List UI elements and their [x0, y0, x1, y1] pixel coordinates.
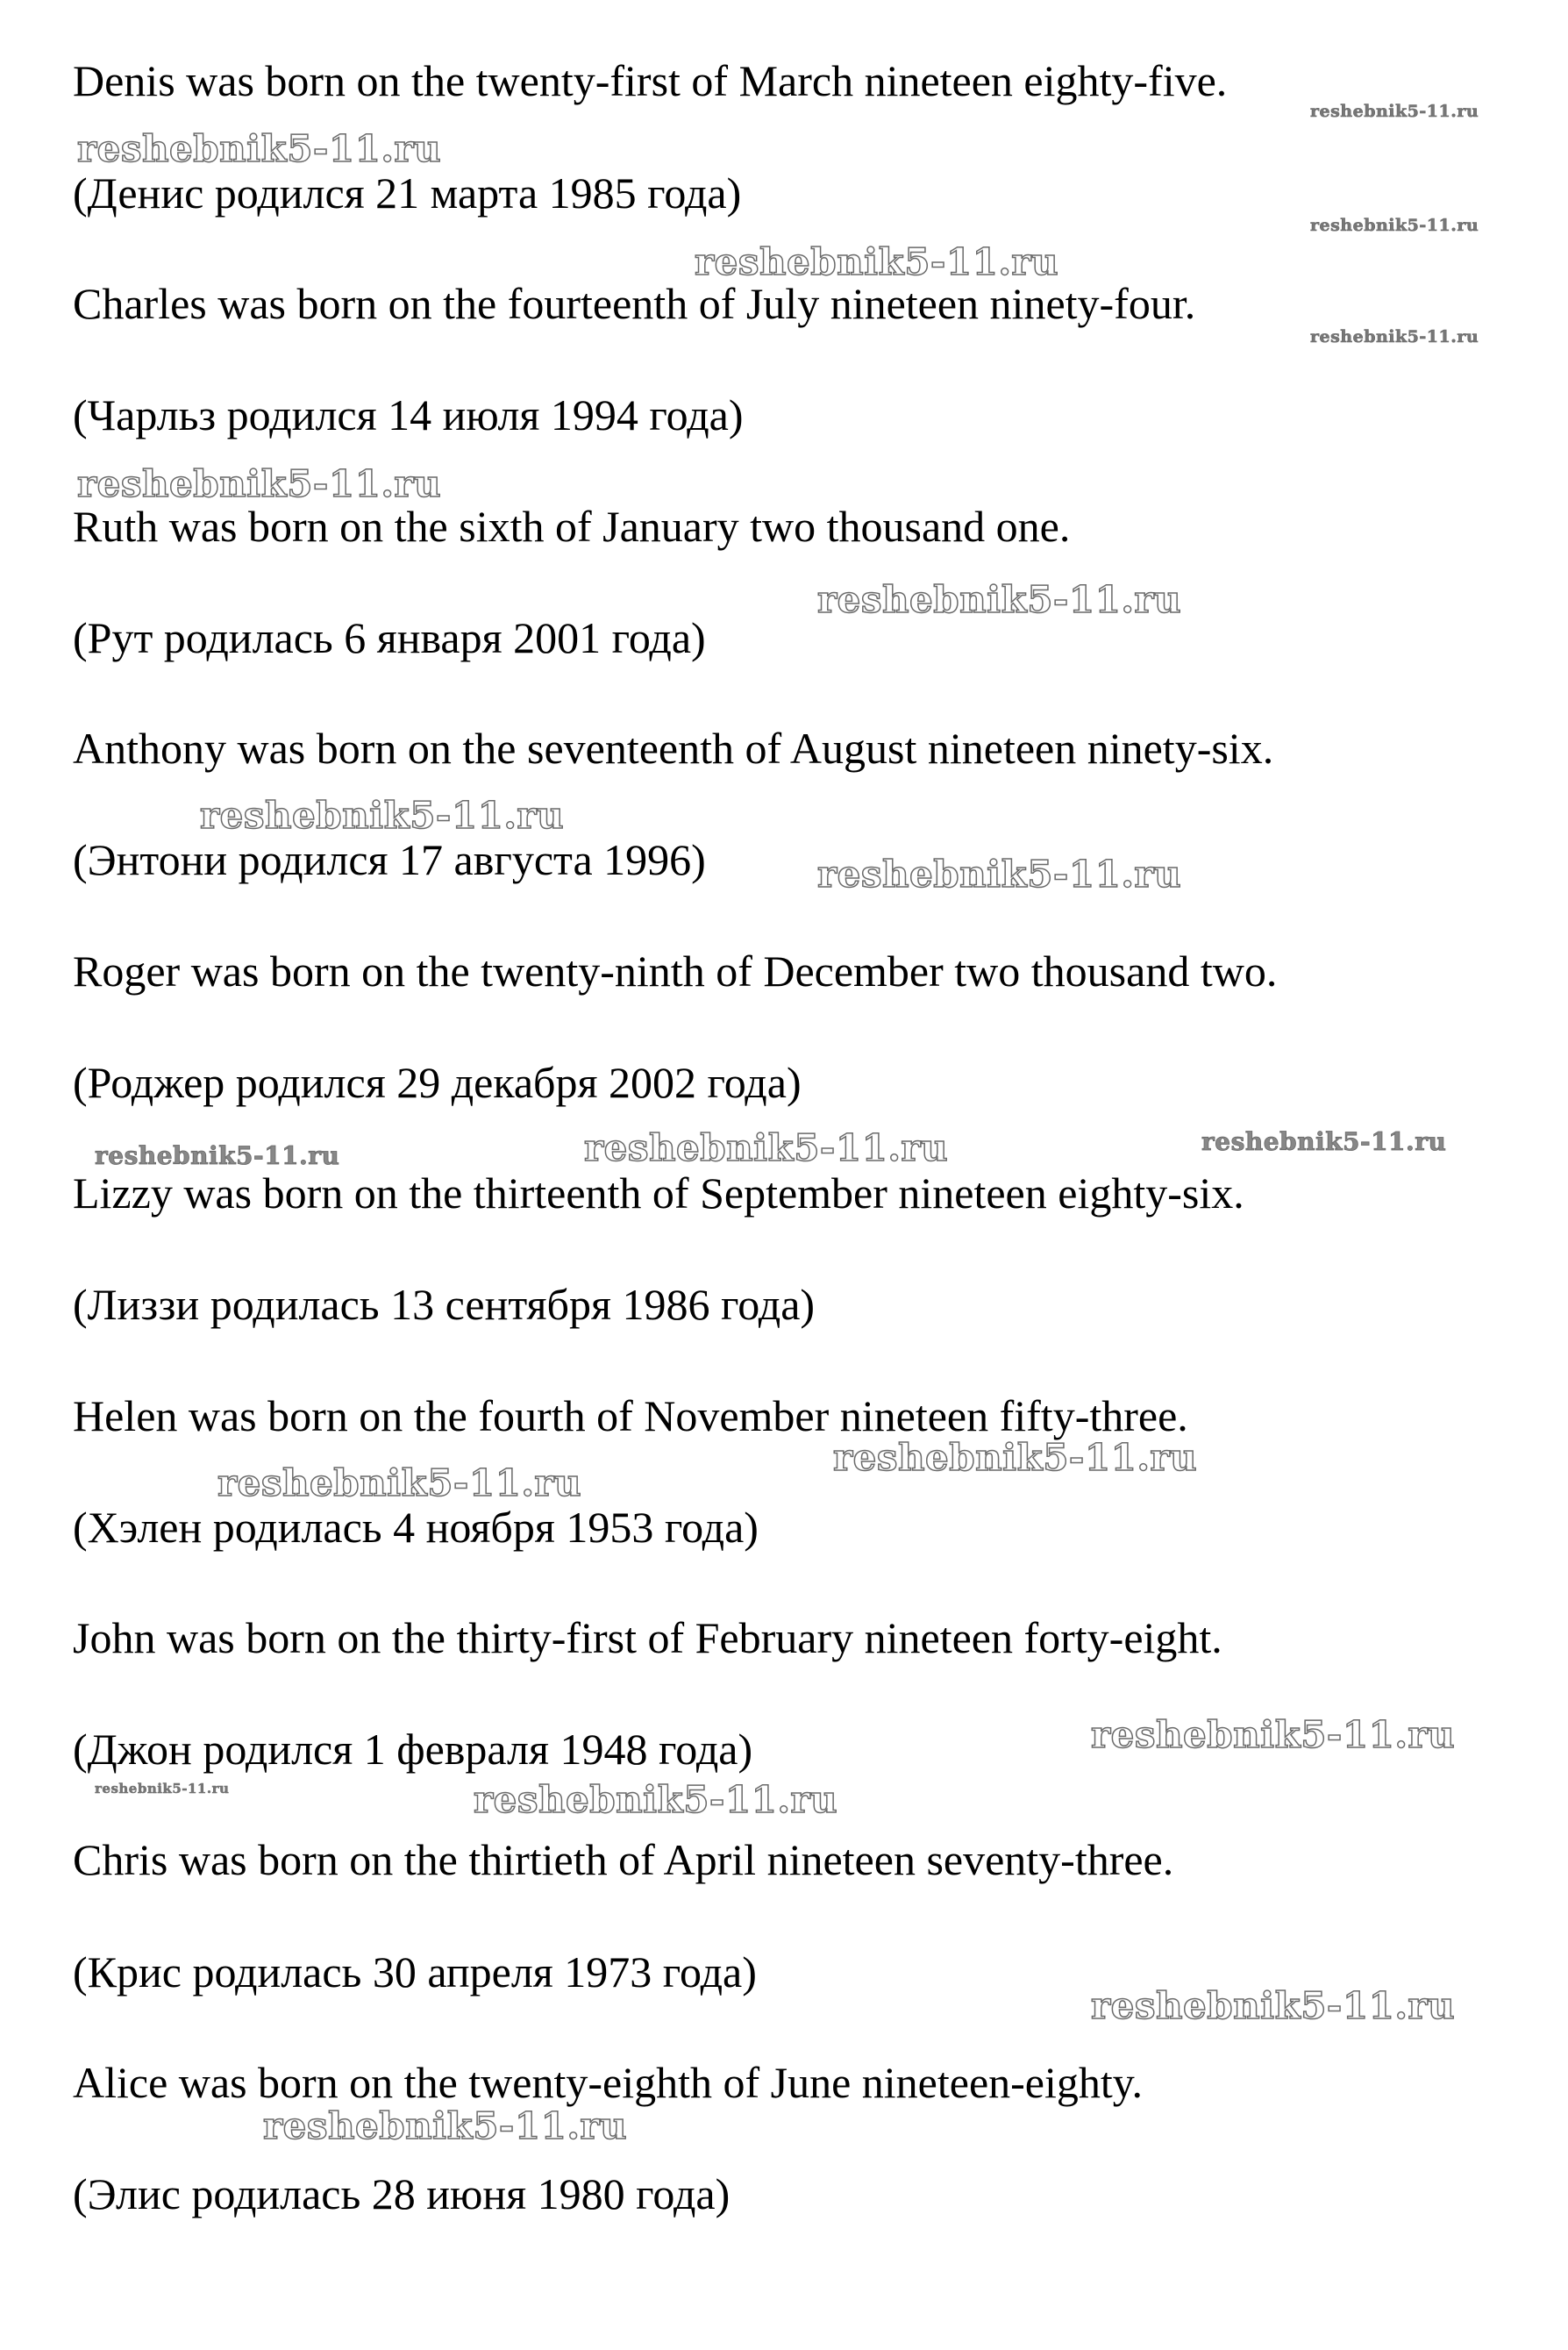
entry-2-russian: (Чарльз родился 14 июля 1994 года): [73, 390, 744, 439]
watermark: reshebnik5-11.ru: [1310, 216, 1479, 235]
watermark: reshebnik5-11.ru: [1091, 1713, 1456, 1756]
entry-8-russian: (Джон родился 1 февраля 1948 года): [73, 1725, 753, 1774]
watermark: reshebnik5-11.ru: [1201, 1127, 1447, 1156]
entry-4-english: Anthony was born on the seventeenth of August nineteen ninety-six.: [73, 724, 1274, 773]
entry-4-russian: (Энтони родился 17 августа 1996): [73, 835, 706, 884]
entry-6-english: Lizzy was born on the thirteenth of September nineteen eighty-six.: [73, 1168, 1244, 1218]
watermark: reshebnik5-11.ru: [95, 1781, 230, 1796]
entry-6-russian: (Лиззи родилась 13 сентября 1986 года): [73, 1280, 816, 1329]
entry-3-russian: (Рут родилась 6 января 2001 года): [73, 613, 706, 662]
watermark: reshebnik5-11.ru: [200, 794, 565, 837]
watermark: reshebnik5-11.ru: [1091, 1984, 1456, 2027]
entry-10-russian: (Элис родилась 28 июня 1980 года): [73, 2169, 731, 2218]
watermark: reshebnik5-11.ru: [1310, 327, 1479, 346]
entry-2-english: Charles was born on the fourteenth of July nineteen ninety-four.: [73, 279, 1196, 328]
entry-8-english: John was born on the thirty-first of February nineteen forty-eight.: [73, 1613, 1222, 1662]
watermark: reshebnik5-11.ru: [474, 1778, 838, 1821]
entry-10-english: Alice was born on the twenty-eighth of June nineteen-eighty.: [73, 2058, 1144, 2107]
watermark: reshebnik5-11.ru: [1310, 102, 1479, 121]
watermark: reshebnik5-11.ru: [817, 578, 1182, 621]
watermark: reshebnik5-11.ru: [584, 1126, 949, 1169]
entry-1-russian: (Денис родился 21 марта 1985 года): [73, 168, 742, 218]
entry-5-russian: (Роджер родился 29 декабря 2002 года): [73, 1058, 802, 1107]
watermark: reshebnik5-11.ru: [817, 853, 1182, 896]
entry-7-english: Helen was born on the fourth of November nineteen fifty-three.: [73, 1391, 1188, 1440]
entry-3-english: Ruth was born on the sixth of January two thousand one.: [73, 502, 1071, 551]
watermark: reshebnik5-11.ru: [833, 1436, 1198, 1479]
entry-9-english: Chris was born on the thirtieth of April nineteen seventy-three.: [73, 1835, 1174, 1884]
watermark: reshebnik5-11.ru: [77, 127, 442, 170]
watermark: reshebnik5-11.ru: [77, 462, 442, 505]
watermark: reshebnik5-11.ru: [263, 2104, 628, 2147]
watermark: reshebnik5-11.ru: [95, 1141, 340, 1170]
entry-5-english: Roger was born on the twenty-ninth of December two thousand two.: [73, 946, 1278, 996]
watermark: reshebnik5-11.ru: [695, 240, 1059, 283]
entry-7-russian: (Хэлен родилась 4 ноября 1953 года): [73, 1503, 759, 1552]
entry-1-english: Denis was born on the twenty-first of March nineteen eighty-five.: [73, 56, 1228, 105]
watermark: reshebnik5-11.ru: [217, 1461, 582, 1504]
entry-9-russian: (Крис родилась 30 апреля 1973 года): [73, 1947, 757, 1996]
